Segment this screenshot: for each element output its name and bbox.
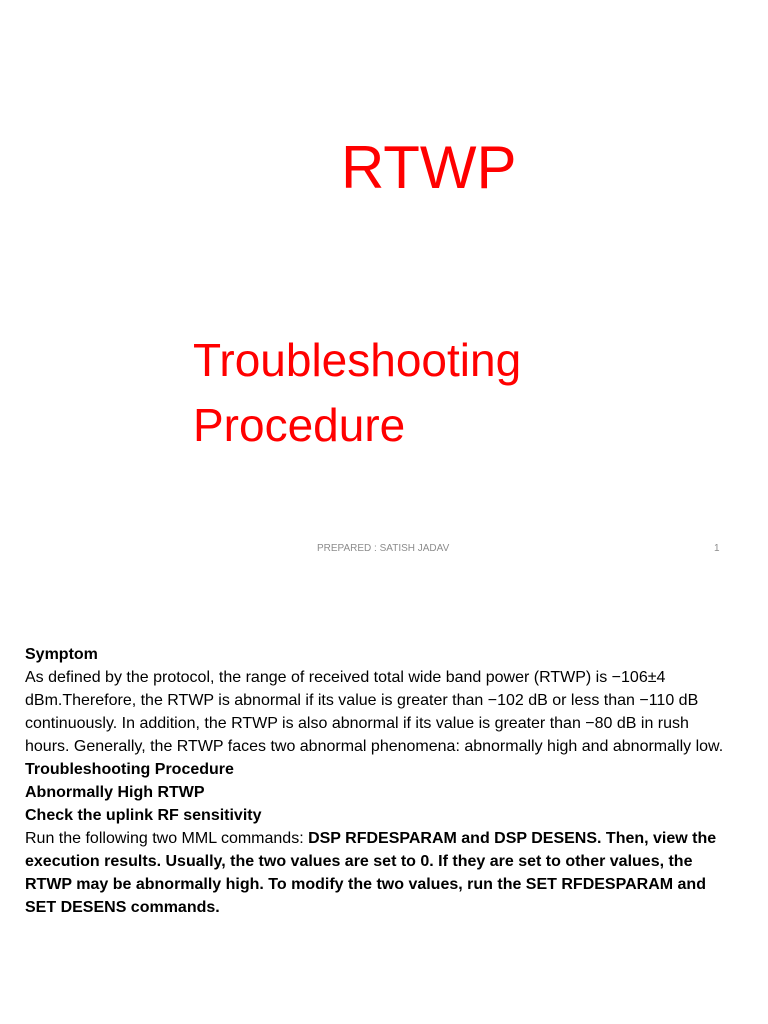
symptom-heading: Symptom	[25, 646, 98, 663]
run-intro-text: Run the following two MML commands:	[25, 830, 309, 847]
slide-title: RTWP	[341, 134, 517, 201]
symptom-paragraph: As defined by the protocol, the range of received total wide band power (RTWP) is −106±4 dBm.Therefore, the RTWP is abnormal if its value is greater than −102 dB or less than −110 dB continuously. In addition, the RTWP is also abnormal if its value is greater than −80 dB in rush hours. Generally, the RTWP faces two abnormal phenomena: abnormally high and abnormally low.	[25, 669, 724, 755]
run-commands-text: DSP RFDESPARAM and DSP DESENS. Then, view the execution results. Usually, the two values are set to 0. If they are set to other values, the RTWP may be abnormally high. To modify the two values, run the SET RFDESPARAM and SET DESENS commands.	[25, 830, 717, 916]
content-body	[25, 643, 725, 919]
subtitle-line-2: Procedure	[193, 399, 406, 452]
content-slide	[0, 580, 768, 1024]
high-rtwp-heading: Abnormally High RTWP	[25, 784, 205, 801]
subtitle-line-1: Troubleshooting	[193, 334, 522, 386]
page-number: 1	[714, 543, 720, 554]
procedure-heading: Troubleshooting Procedure	[25, 761, 234, 778]
run-commands-paragraph	[25, 827, 725, 919]
slide-subtitle	[193, 328, 521, 459]
check-sensitivity-heading: Check the uplink RF sensitivity	[25, 807, 262, 824]
footer-author: PREPARED : SATISH JADAV	[317, 543, 450, 554]
